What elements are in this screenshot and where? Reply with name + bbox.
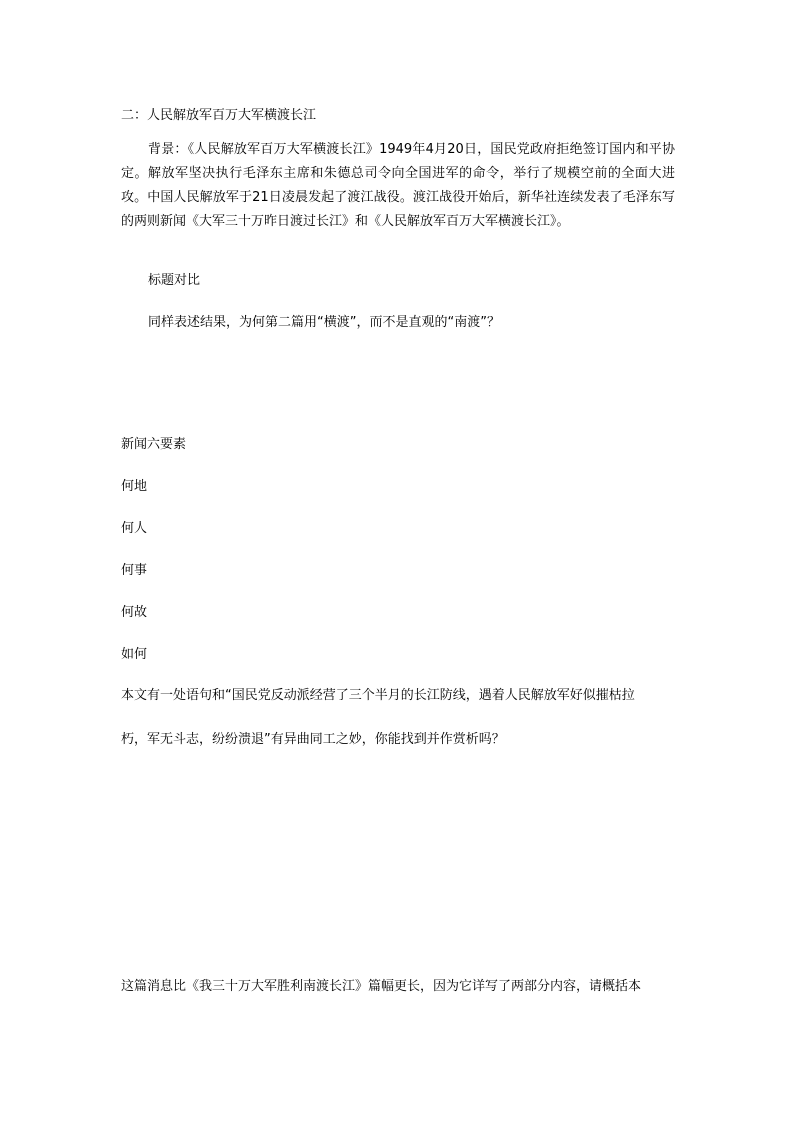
question-2-line-1: 本文有一处语句和“国民党反动派经营了三个半月的长江防线，遇着人民解放军好似摧枯拉	[121, 688, 635, 703]
section-title: 二：人民解放军百万大军横渡长江	[121, 108, 317, 123]
title-compare-heading: 标题对比	[148, 273, 201, 288]
question-2-line-2: 朽，军无斗志，纷纷溃退”有异曲同工之妙，你能找到并作赏析吗？	[121, 732, 505, 747]
background-paragraph: 背景：《人民解放军百万大军横渡长江》1949年4月20日，国民党政府拒绝签订国内和平协定。解放军坚决执行毛泽东主席和朱德总司令向全国进军的命令，举行了规模空前的全面大进攻。中国人民解放军于21日凌晨发起了渡江战役。渡江战役开始后，新华社连续发表了毛泽东写的两则新闻《大军三十万昨日渡过长江》和《人民解放军百万大军横渡长江》。	[121, 142, 675, 229]
question-1: 同样表述结果，为何第二篇用“横渡”，而不是直观的“南渡”？	[148, 315, 500, 330]
element-why: 何故	[121, 605, 148, 620]
six-elements-heading: 新闻六要素	[121, 437, 187, 452]
element-how: 如何	[121, 647, 148, 662]
element-who: 何人	[121, 521, 148, 536]
element-what: 何事	[121, 563, 148, 578]
question-3-line-1: 这篇消息比《我三十万大军胜利南渡长江》篇幅更长，因为它详写了两部分内容，请概括本	[121, 979, 642, 994]
element-where: 何地	[121, 479, 148, 494]
